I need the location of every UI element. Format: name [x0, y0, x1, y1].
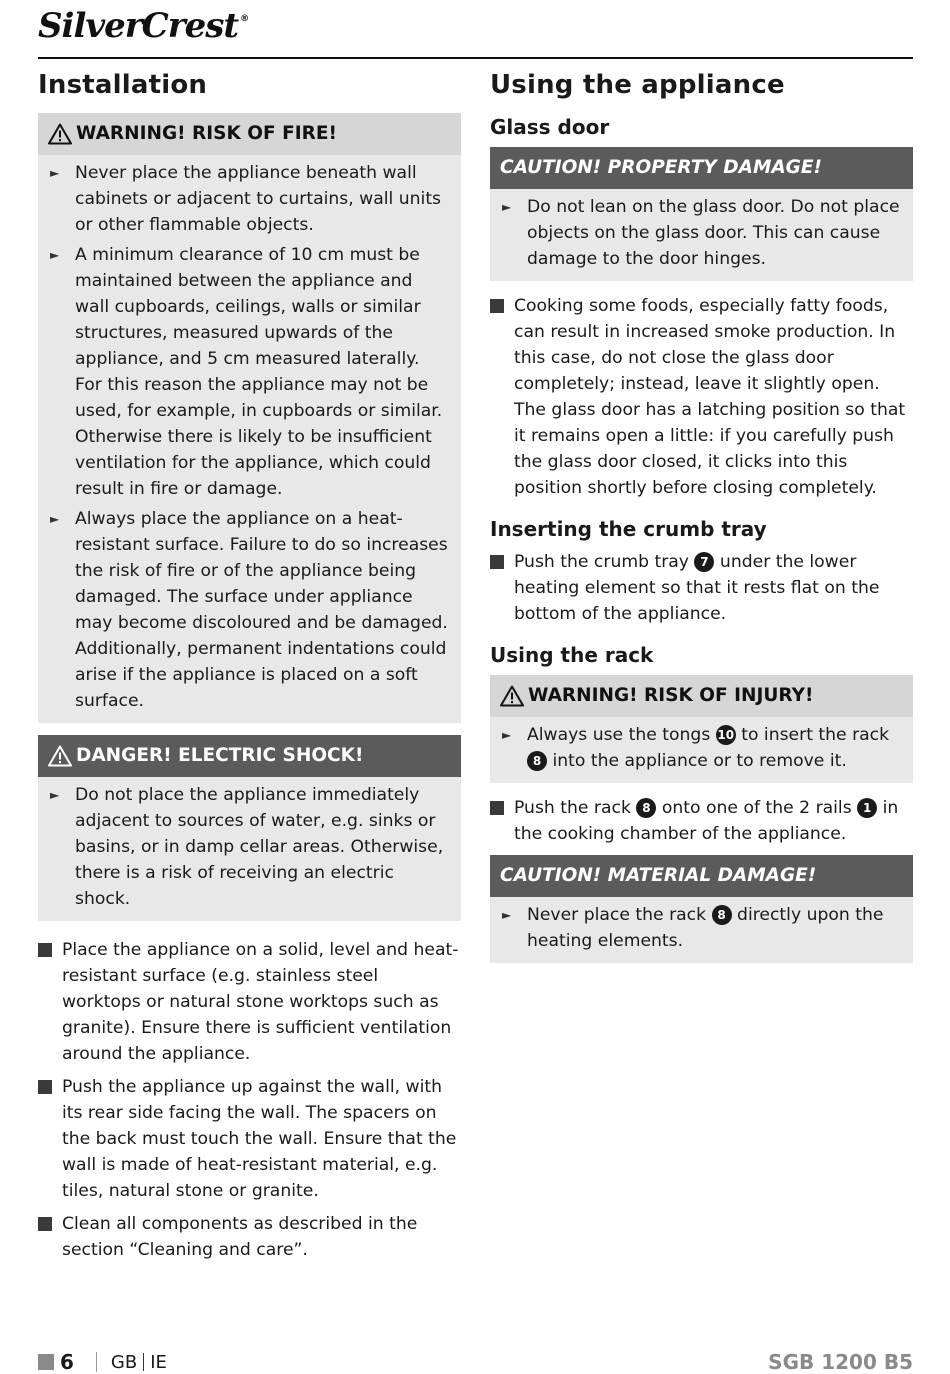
list-item: ► Never place the rack 8 directly upon the heating elements. [500, 902, 903, 954]
danger-shock-heading: DANGER! ELECTRIC SHOCK! [38, 735, 461, 777]
part-number-badge: 1 [857, 798, 877, 818]
warning-triangle-icon [500, 685, 524, 707]
list-item: ► Do not place the appliance immediately adjacent to sources of water, e.g. sinks or basins, or in damp cellar areas. Otherwise, there is a risk of receiving an electric shock. [48, 782, 451, 912]
caution-material-heading: CAUTION! MATERIAL DAMAGE! [490, 855, 913, 897]
square-bullet-icon [38, 943, 52, 957]
footer-square-icon [38, 1354, 54, 1370]
arrow-bullet-icon: ► [50, 512, 60, 526]
section-title-installation: Installation [38, 70, 208, 100]
part-number-badge: 8 [636, 798, 656, 818]
brand-logo: SilverCrest ® [38, 6, 249, 46]
list-item: ► Never place the appliance beneath wall cabinets or adjacent to curtains, wall units or other flammable objects. [48, 160, 451, 238]
part-number-badge: 10 [716, 725, 736, 745]
list-item: ► Always place the appliance on a heat-resistant surface. Failure to do so increases the risk of fire or of the appliance being damaged. The surface under appliance may become discoloured and be damaged. Additionally, permanent indentations could arise if the appliance is placed on a soft surface. [48, 506, 451, 714]
arrow-bullet-icon: ► [502, 908, 512, 922]
caution-property-box [490, 147, 913, 281]
arrow-bullet-icon: ► [50, 166, 60, 180]
model-number: SGB 1200 B5 [768, 1350, 913, 1374]
arrow-bullet-icon: ► [502, 200, 512, 214]
section-title-using: Using the appliance [490, 70, 785, 100]
arrow-bullet-icon: ► [50, 248, 60, 262]
page-number: 6 [60, 1350, 74, 1374]
square-bullet-icon [38, 1217, 52, 1231]
header-rule [38, 57, 913, 59]
subheading-rack: Using the rack [490, 643, 654, 667]
warning-fire-heading: WARNING! RISK OF FIRE! [38, 113, 461, 155]
step-item: Place the appliance on a solid, level and heat-resistant surface (e.g. stainless steel worktops or natural stone worktops such as granite). Ensure there is sufficient ventilation around the appliance. [38, 937, 461, 1067]
caution-material-box [490, 855, 913, 963]
step-item: Cooking some foods, especially fatty foods, can result in increased smoke production. In this case, do not close the glass door completely; instead, leave it slightly open. The glass door has a latching position so that it remains open a little: if you carefully push the glass door closed, it clicks into this position shortly before closing completely. [490, 293, 913, 501]
right-column [490, 68, 913, 975]
left-column [38, 68, 461, 1270]
subheading-crumb-tray: Inserting the crumb tray [490, 517, 767, 541]
arrow-bullet-icon: ► [50, 788, 60, 802]
part-number-badge: 8 [527, 751, 547, 771]
danger-shock-box [38, 735, 461, 921]
step-item: Push the rack 8 onto one of the 2 rails 1 in the cooking chamber of the appliance. [490, 795, 913, 847]
square-bullet-icon [38, 1080, 52, 1094]
warning-triangle-icon [48, 123, 72, 145]
page-footer [38, 1346, 913, 1374]
footer-divider [96, 1352, 97, 1372]
warning-injury-heading: WARNING! RISK OF INJURY! [490, 675, 913, 717]
warning-triangle-icon [48, 745, 72, 767]
part-number-badge: 8 [712, 905, 732, 925]
step-item: Push the appliance up against the wall, with its rear side facing the wall. The spacers on the back must touch the wall. Ensure that the wall is made of heat-resistant material, e.g. tiles, natural stone or granite. [38, 1074, 461, 1204]
square-bullet-icon [490, 299, 504, 313]
caution-property-heading: CAUTION! PROPERTY DAMAGE! [490, 147, 913, 189]
list-item: ► Always use the tongs 10 to insert the rack 8 into the appliance or to remove it. [500, 722, 903, 774]
square-bullet-icon [490, 801, 504, 815]
arrow-bullet-icon: ► [502, 728, 512, 742]
list-item: ► Do not lean on the glass door. Do not place objects on the glass door. This can cause damage to the door hinges. [500, 194, 903, 272]
step-item: Clean all components as described in the section “Cleaning and care”. [38, 1211, 461, 1263]
warning-injury-box [490, 675, 913, 783]
language-codes: GB IE [110, 1351, 167, 1373]
step-item: Push the crumb tray 7 under the lower heating element so that it rests flat on the bottom of the appliance. [490, 549, 913, 627]
subheading-glass-door: Glass door [490, 115, 610, 139]
warning-fire-box [38, 113, 461, 723]
list-item: ► A minimum clearance of 10 cm must be maintained between the appliance and wall cupboards, ceilings, walls or similar structures, measured upwards of the appliance, and 5 cm measured laterally. For this reason the appliance may not be used, for example, in cupboards or similar. Otherwise there is likely to be insufficient ventilation for the appliance, which could result in fire or damage. [48, 242, 451, 502]
part-number-badge: 7 [694, 552, 714, 572]
square-bullet-icon [490, 555, 504, 569]
